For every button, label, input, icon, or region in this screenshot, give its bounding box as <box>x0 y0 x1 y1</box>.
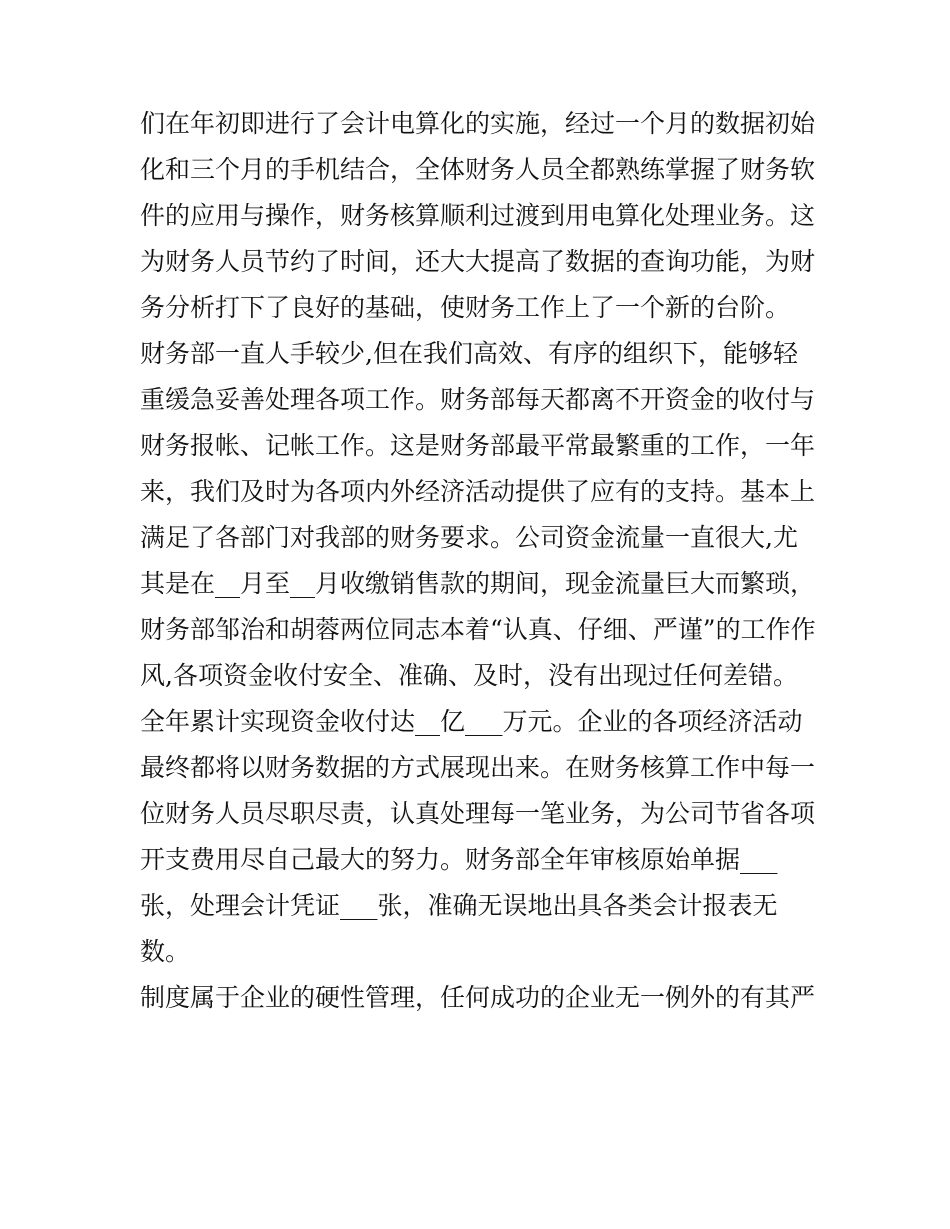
text-line: 风,各项资金收付安全、准确、及时，没有出现过任何差错。 <box>140 661 798 690</box>
text-line: 财务部一直人手较少,但在我们高效、有序的组织下，能够轻 <box>140 339 798 368</box>
text-line: 其是在__月至__月收缴销售款的期间，现金流量巨大而繁琐， <box>140 569 816 598</box>
text-line: 开支费用尽自己最大的努力。财务部全年审核原始单据___ <box>140 845 778 874</box>
text-line: 财务部邹治和胡蓉两位同志本着“认真、仔细、严谨”的工作作 <box>140 615 816 644</box>
text-line: 重缓急妥善处理各项工作。财务部每天都离不开资金的收付与 <box>140 385 816 414</box>
document-body <box>140 101 820 1021</box>
text-line: 财务报帐、记帐工作。这是财务部最平常最繁重的工作，一年 <box>140 431 816 460</box>
text-line: 全年累计实现资金收付达__亿___万元。企业的各项经济活动 <box>140 707 803 736</box>
text-line: 数。 <box>140 937 191 966</box>
text-line: 最终都将以财务数据的方式展现出来。在财务核算工作中每一 <box>140 753 816 782</box>
text-line: 制度属于企业的硬性管理，任何成功的企业无一例外的有其严 <box>140 983 816 1012</box>
text-line: 务分析打下了良好的基础，使财务工作上了一个新的台阶。 <box>140 293 791 322</box>
text-line: 化和三个月的手机结合，全体财务人员全都熟练掌握了财务软 <box>140 155 816 184</box>
text-line: 来，我们及时为各项内外经济活动提供了应有的支持。基本上 <box>140 477 816 506</box>
text-line: 位财务人员尽职尽责，认真处理每一笔业务，为公司节省各项 <box>140 799 816 828</box>
text-line: 为财务人员节约了时间，还大大提高了数据的查询功能，为财 <box>140 247 816 276</box>
text-line: 满足了各部门对我部的财务要求。公司资金流量一直很大,尤 <box>140 523 798 552</box>
text-line: 件的应用与操作，财务核算顺利过渡到用电算化处理业务。这 <box>140 201 816 230</box>
text-line: 们在年初即进行了会计电算化的实施，经过一个月的数据初始 <box>140 109 816 138</box>
text-line: 张，处理会计凭证___张，准确无误地出具各类会计报表无 <box>140 891 778 920</box>
